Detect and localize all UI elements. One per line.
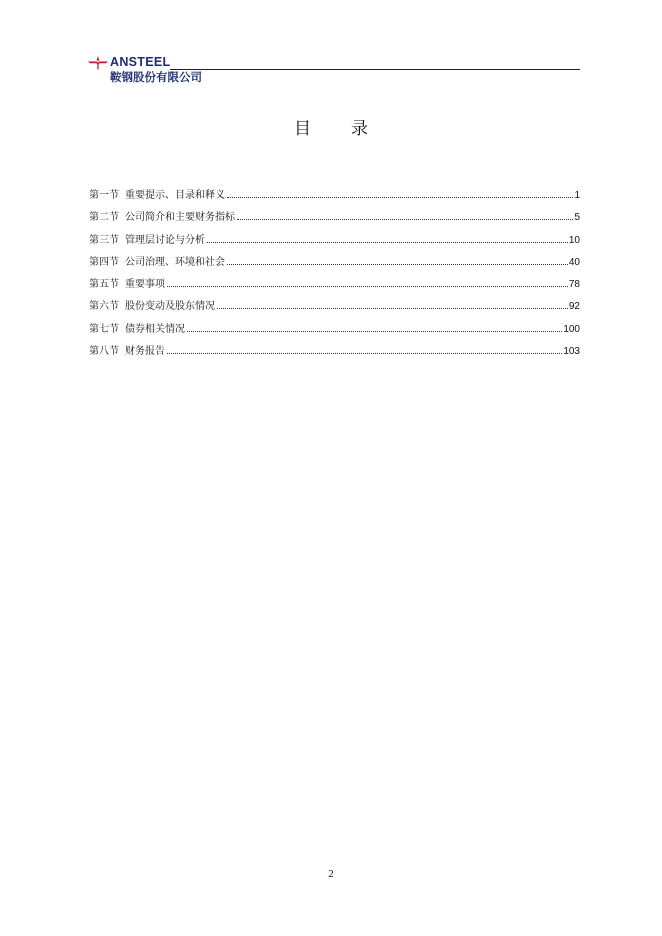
toc-dot-leader [237, 219, 573, 220]
toc-section-number: 第一节 [89, 190, 119, 201]
toc-dot-leader [167, 353, 562, 354]
toc-section-number: 第五节 [89, 279, 119, 291]
toc-dot-leader [227, 197, 573, 198]
toc-entry[interactable] [89, 297, 580, 319]
toc-page-number: 5 [574, 212, 580, 224]
toc-page-number: 10 [568, 234, 580, 246]
logo-chinese-name: 鞍钢股份有限公司 [110, 70, 202, 84]
page-number: 2 [328, 868, 334, 880]
toc-section-number: 第六节 [89, 301, 119, 313]
toc-dot-leader [227, 264, 568, 265]
toc-section-title: 公司简介和主要财务指标 [125, 212, 235, 224]
page-header [88, 54, 580, 86]
toc-section-title: 重要提示、目录和释义 [125, 190, 225, 201]
toc-section-number: 第七节 [89, 323, 119, 335]
toc-section-number: 第四节 [89, 256, 119, 268]
header-rule [170, 69, 580, 70]
table-of-contents [89, 186, 580, 364]
toc-title [0, 114, 662, 139]
toc-section-number: 第二节 [89, 212, 119, 224]
toc-entry[interactable] [89, 320, 580, 342]
toc-entry[interactable] [89, 275, 580, 297]
toc-title-char-1: 目 [294, 119, 311, 139]
toc-page-number: 40 [568, 256, 580, 268]
toc-entry[interactable] [89, 253, 580, 275]
toc-entry[interactable] [89, 342, 580, 364]
toc-section-title: 管理层讨论与分析 [125, 234, 205, 246]
toc-section-title: 债券相关情况 [125, 323, 185, 335]
toc-page-number: 92 [568, 301, 580, 313]
toc-page-number: 1 [574, 190, 580, 201]
toc-dot-leader [187, 331, 562, 332]
toc-page-number: 78 [568, 279, 580, 291]
toc-entry[interactable] [89, 231, 580, 253]
toc-entry[interactable] [89, 186, 580, 208]
toc-page-number: 103 [563, 346, 580, 358]
toc-section-number: 第三节 [89, 234, 119, 246]
toc-section-title: 股份变动及股东情况 [125, 301, 215, 313]
toc-page-number: 100 [563, 323, 580, 335]
toc-section-title: 公司治理、环境和社会 [125, 256, 225, 268]
toc-title-char-2: 录 [351, 119, 368, 139]
toc-section-number: 第八节 [89, 346, 119, 358]
toc-section-title: 财务报告 [125, 346, 165, 358]
toc-dot-leader [167, 286, 568, 287]
toc-dot-leader [207, 242, 568, 243]
ansteel-logo-icon [88, 56, 108, 70]
logo-english-name: ANSTEEL [110, 55, 171, 69]
toc-section-title: 重要事项 [125, 279, 165, 291]
toc-entry[interactable] [89, 208, 580, 230]
toc-dot-leader [217, 308, 568, 309]
